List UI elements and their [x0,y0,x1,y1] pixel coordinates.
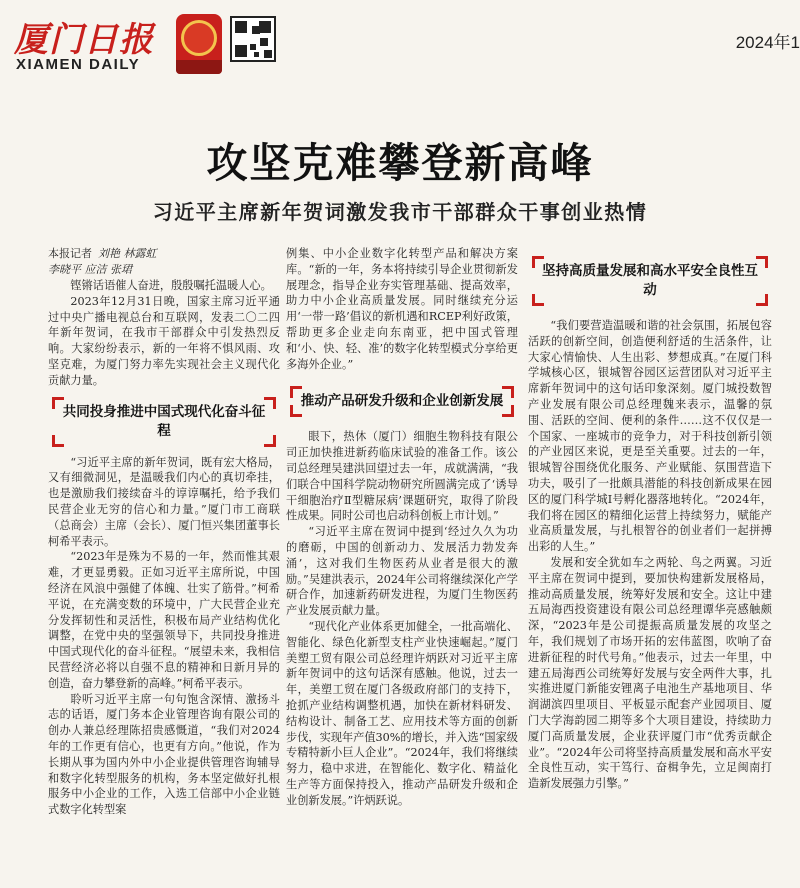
masthead-name-en: XIAMEN DAILY [16,56,141,73]
byline-names-2: 李晓平 应洁 张珺 [48,263,132,276]
section-heading-text: 坚持高质量发展和高水平安全良性互动 [542,263,758,298]
section-heading [532,256,768,306]
section-heading [52,397,276,447]
paragraph: 2023年12月31日晚，国家主席习近平通过中央广播电视总台和互联网，发表二〇二四年新年贺词，在我市干部群众中引发热烈反响。大家纷纷表示，新的一年将不惧风雨、攻坚克难，为厦门努力率先实现社会主义现代化贡献力量。 [48,294,280,387]
article-column-1 [48,246,280,818]
issue-date: 2024年1 [735,33,800,52]
headline: 攻坚克难攀登新高峰 [206,139,594,187]
masthead-name-cn: 厦门日报 [14,20,154,60]
article-column-3 [528,246,772,792]
section-heading-text: 共同投身推进中国式现代化奋斗征程 [62,403,266,439]
paragraph: 例集、中小企业数字化转型产品和解决方案库。“新的一年，务本将持续引导企业贯彻新发展理念，指导企业夯实管理基础、提高效率，助力中小企业高质量发展。同时继续充分运用‘一带一路’倡议的新机遇和RCEP利好政策，帮助更多企业走向东南亚，把中国式管理和‘小、快、轻、准’的数字化转型模式分享给更多海外企业。” [286,247,518,371]
byline-tag: 本报记者 [48,247,92,260]
section-heading-text: 推动产品研发升级和企业创新发展 [300,393,504,410]
paragraph: “习近平主席的新年贺词，既有宏大格局，又有细微洞见，是温暖我们内心的真切牵挂，也是激励我们接续奋斗的谆谆嘱托，给予我们民营企业无穷的信心和力量。”厦门市工商联（总商会）主席（会长）、厦门恒兴集团董事长柯希平表示。 [48,455,280,548]
masthead [0,0,800,82]
byline-names-1: 刘艳 林露虹 [98,247,157,260]
article-column-2 [286,246,518,809]
paragraph: 眼下，热休（厦门）细胞生物科技有限公司正加快推进新药临床试验的准备工作。该公司总经理吴建洪回望过去一年，成就满满，“我们联合中国科学院动物研究所圆满完成了‘诱导干细胞治疗Ⅱ型糖尿病’课题研究，取得了阶段性成果。同时公司也启动科创板上市计划。” [286,430,518,523]
qr-code-icon [230,16,276,62]
paragraph: “我们要营造温暖和谐的社会氛围，拓展包容活跃的创新空间，创造便利舒适的生活条件，让大家心情愉快、人生出彩、梦想成真。”在厦门科学城核心区，银城智谷园区运营团队对习近平主席新年贺词中的这句话印象深刻。厦门城投数智产业发展有限公司总经理魏来表示，温馨的氛围、活跃的空间、便利的条件……这不仅仅是一个国家、一座城市的竞争力，对于科技创新引领的产业园区来说，更是至关重要。过去的一年，银城智谷围绕优化服务、产业赋能、氛围营造下功夫，吸引了一批颇具潜能的科技创新成果在园区的厦门科学城Ⅰ号孵化器落地转化。“2024年，我们将在园区的精细化运营上持续努力，赋能产业高质量发展，与扎根智谷的创业者们一起拼搏出彩的人生。” [528,319,772,554]
paragraph: “习近平主席在贺词中提到‘经过久久为功的磨砺，中国的创新动力、发展活力勃发奔涌’，这对我们生物医药从业者是很大的激励。”吴建洪表示，2024年公司将继续深化产学研合作，加速新药研发进程，为厦门生物医药产业发展贡献力量。 [286,525,518,618]
byline-line-2 [48,262,280,278]
lede-paragraph: 铿锵话语催人奋进，殷殷嘱托温暖人心。 [70,279,272,292]
section-heading [290,386,514,417]
paragraph: “现代化产业体系更加健全，一批高端化、智能化、绿色化新型支柱产业快速崛起。”厦门美塑工贸有限公司总经理许炳跃对习近平主席新年贺词中的这句话深有感触。他说，过去一年，美塑工贸在厦门各级政府部门的支持下，抢抓产业结构调整机遇，加快在新材料研发、结构设计、制备工艺、应用技术等方面的创新步伐，实现年产值30%的增长，并入选“国家级专精特新小巨人企业”。“2024年，我们将继续努力，稳中求进，在智能化、数字化、精益化生产等方面保持投入，推动产品研发升级和企业创新发展。”许炳跃说。 [286,619,518,807]
paragraph: 发展和安全犹如车之两轮、鸟之两翼。习近平主席在贺词中提到，要加快构建新发展格局，推动高质量发展，统筹好发展和安全。这让中建五局海西投资建设有限公司总经理谭华亮感触颇深，“2023年是公司提振高质量发展的攻坚之年，我们规划了市场开拓的宏伟蓝图，吹响了奋进新征程的时代号角。”他表示，过去一年里，中建五局海西公司统筹好发展与安全两件大事，扎实推进厦门新能安锂离子电池生产基地项目、华润湖滨四里项目、平板显示配套产业园项目、厦门大学海韵园二期等多个大项目建设，持续助力厦门高质量发展，企业获评厦门市“优秀贡献企业”。“2024年公司将坚持高质量发展和高水平安全良性互动，实干笃行、奋楫争先，立足闽南打造新发展强力引擎。” [528,555,772,791]
paragraph: “2023年是殊为不易的一年，然而惟其艰难，才更显勇毅。正如习近平主席所说，中国经济在风浪中强健了体魄、壮实了筋骨。”柯希平说，在充满变数的环境中，广大民营企业充分发挥韧性和灵活性，积极布局产业结构优化调整，在党中央的坚强领导下，共同投身推进中国式现代化的奋斗征程。“展望未来，我相信民营经济必将以自强不息的精神和日新月异的创造，奋力攀登新的高峰。”柯希平表示。 [48,550,280,690]
paragraph: 聆听习近平主席一句句饱含深情、激扬斗志的话语，厦门务本企业管理咨询有限公司的创办人兼总经理陈招贵感慨道，“我们对2024年的工作更有信心，也更有方向。”他说，作为长期从事为国内外中小企业提供管理咨询辅导和数字化转型服务的机构，务本坚定做好扎根服务中小企业的工作，入选工信部中小企业链式数字化转型案 [48,692,280,817]
byline [48,246,280,262]
newspaper-logo-icon [176,14,222,74]
subheadline: 习近平主席新年贺词激发我市干部群众干事创业热情 [152,200,648,224]
